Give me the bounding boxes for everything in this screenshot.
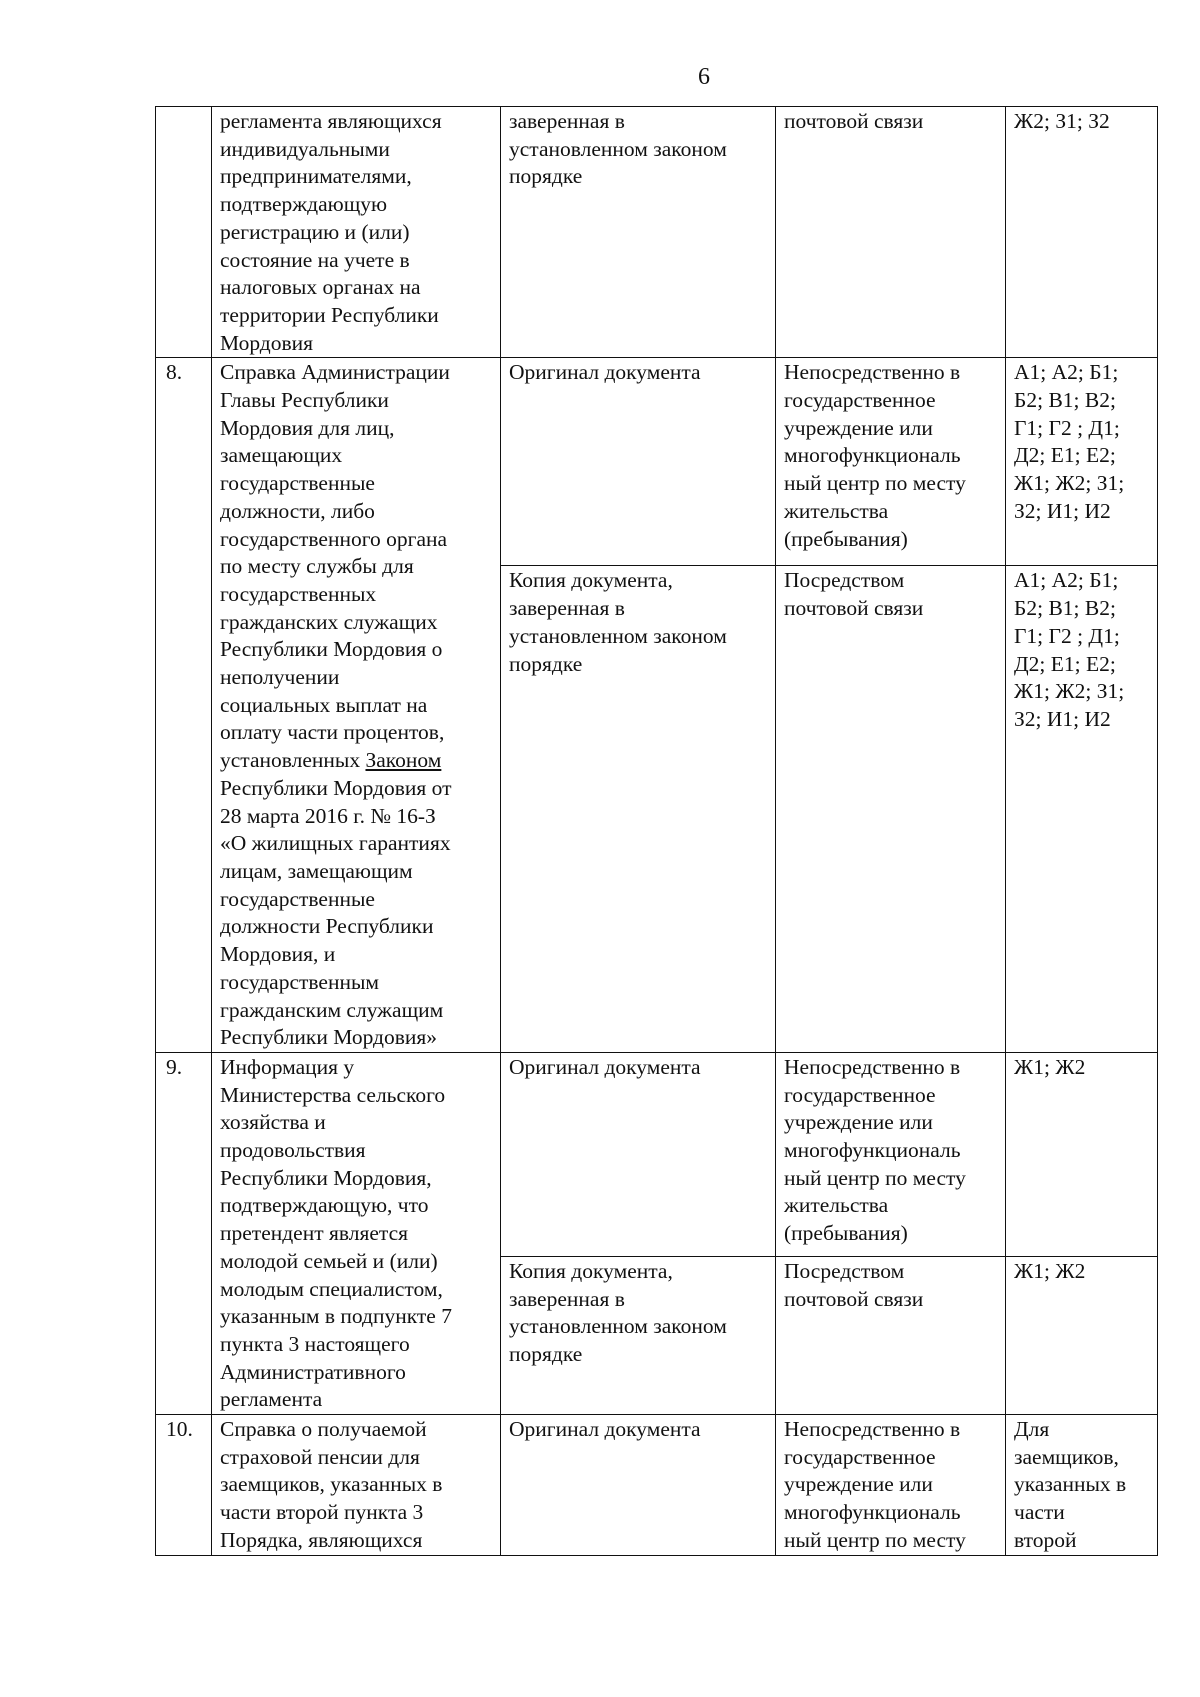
- applicant-categories-line: Б2; В1; В2;: [1014, 388, 1116, 413]
- applicant-categories-cell: [1006, 1052, 1158, 1256]
- document-name-line: претендент является: [220, 1221, 409, 1246]
- submission-method-cell: [776, 1256, 1006, 1414]
- document-form-cell: [501, 358, 776, 566]
- document-name-line: страховой пенсии для: [220, 1444, 420, 1469]
- applicant-categories-line: Г1; Г2 ; Д1;: [1014, 415, 1120, 440]
- document-name-line: должности Республики: [220, 914, 434, 939]
- document-name-line: неполучении: [220, 665, 340, 690]
- submission-method-cell: [776, 1415, 1006, 1556]
- document-form-line: заверенная в: [509, 596, 625, 621]
- submission-method-line: Непосредственно в: [784, 1417, 961, 1442]
- submission-method-line: Посредством: [784, 1258, 905, 1283]
- applicant-categories-line: заемщиков,: [1014, 1444, 1119, 1469]
- applicant-categories-line: Ж1; Ж2; З1;: [1014, 471, 1125, 496]
- document-name-line: Мордовия для лиц,: [220, 415, 395, 440]
- document-name-line: государственные: [220, 886, 375, 911]
- document-name-line: установленных Законом: [220, 748, 442, 773]
- document-name-line: Справка Администрации: [220, 360, 450, 385]
- row-number-cell: 10.: [156, 1415, 212, 1556]
- documents-table: [155, 106, 1158, 1556]
- document-form-cell: [501, 1256, 776, 1414]
- submission-method-line: многофункциональ: [784, 443, 961, 468]
- table-row: [156, 107, 1158, 358]
- document-form-line: установленном законом: [509, 623, 727, 648]
- document-name-cell: [212, 1052, 501, 1414]
- applicant-categories-cell: [1006, 566, 1158, 1052]
- document-name-line: должности, либо: [220, 498, 375, 523]
- document-form-line: порядке: [509, 1341, 583, 1366]
- submission-method-line: почтовой связи: [784, 1286, 924, 1311]
- document-name-line: Информация у: [220, 1054, 355, 1079]
- document-form-line: установленном законом: [509, 136, 727, 161]
- document-name-line: государственные: [220, 471, 375, 496]
- applicant-categories-line: З2; И1; И2: [1014, 498, 1111, 523]
- document-form-line: Оригинал документа: [509, 1417, 701, 1442]
- document-form-cell: [501, 1052, 776, 1256]
- document-name-line: государственного органа: [220, 526, 448, 551]
- document-form-line: заверенная в: [509, 1286, 625, 1311]
- table-row: [156, 358, 1158, 566]
- applicant-categories-line: Д2; Е1; Е2;: [1014, 651, 1116, 676]
- submission-method-line: Посредством: [784, 568, 905, 593]
- document-form-line: порядке: [509, 164, 583, 189]
- submission-method-cell: [776, 107, 1006, 358]
- document-form-line: установленном законом: [509, 1314, 727, 1339]
- document-form-line: заверенная в: [509, 109, 625, 133]
- applicant-categories-cell: [1006, 1415, 1158, 1556]
- applicant-categories-line: Ж1; Ж2: [1014, 1054, 1086, 1079]
- document-name-cell: [212, 358, 501, 1053]
- document-name-line: гражданских служащих: [220, 609, 438, 634]
- applicant-categories-cell: [1006, 107, 1158, 358]
- submission-method-line: учреждение или: [784, 415, 933, 440]
- document-name-line: территории Республики: [220, 302, 439, 327]
- document-name-line: государственных: [220, 581, 377, 606]
- row-number-cell: [156, 107, 212, 358]
- document-name-line: пункта 3 настоящего: [220, 1331, 410, 1356]
- document-name-line: социальных выплат на: [220, 692, 428, 717]
- applicant-categories-line: части: [1014, 1500, 1065, 1525]
- applicant-categories-line: Ж2; З1; З2: [1014, 109, 1110, 133]
- document-name-line: регламента являющихся: [220, 109, 442, 133]
- document-name-line: регламента: [220, 1387, 323, 1412]
- submission-method-line: Непосредственно в: [784, 360, 961, 385]
- document-name-line: молодым специалистом,: [220, 1276, 443, 1301]
- document-name-line: хозяйства и: [220, 1110, 326, 1135]
- applicant-categories-line: Для: [1014, 1417, 1050, 1442]
- applicant-categories-line: Б2; В1; В2;: [1014, 596, 1116, 621]
- submission-method-line: почтовой связи: [784, 109, 924, 133]
- document-name-line: Порядка, являющихся: [220, 1527, 423, 1552]
- document-name-line: указанным в подпункте 7: [220, 1304, 452, 1329]
- submission-method-line: ный центр по месту: [784, 1165, 966, 1190]
- document-name-line: Республики Мордовия от: [220, 775, 452, 800]
- applicant-categories-line: второй: [1014, 1527, 1077, 1552]
- applicant-categories-line: Ж1; Ж2: [1014, 1258, 1086, 1283]
- submission-method-line: государственное: [784, 1444, 936, 1469]
- submission-method-line: многофункциональ: [784, 1500, 961, 1525]
- row-number-cell: 8.: [156, 358, 212, 1053]
- document-form-cell: [501, 1415, 776, 1556]
- applicant-categories-line: Г1; Г2 ; Д1;: [1014, 623, 1120, 648]
- document-form-line: порядке: [509, 651, 583, 676]
- submission-method-line: жительства: [784, 1193, 889, 1218]
- document-form-line: Оригинал документа: [509, 1054, 701, 1079]
- document-name-line: подтверждающую: [220, 192, 388, 217]
- document-name-cell: [212, 107, 501, 358]
- document-name-line: Республики Мордовия»: [220, 1025, 438, 1050]
- document-name-line: государственным: [220, 969, 380, 994]
- document-form-cell: [501, 566, 776, 1052]
- submission-method-line: почтовой связи: [784, 596, 924, 621]
- document-name-line: лицам, замещающим: [220, 858, 413, 883]
- document-name-line: продовольствия: [220, 1138, 366, 1163]
- applicant-categories-line: Д2; Е1; Е2;: [1014, 443, 1116, 468]
- law-link[interactable]: Законом: [365, 748, 442, 773]
- submission-method-line: учреждение или: [784, 1472, 933, 1497]
- document-name-line: Мордовия: [220, 330, 314, 355]
- document-name-line: подтверждающую, что: [220, 1193, 429, 1218]
- document-name-line: Мордовия, и: [220, 942, 336, 967]
- submission-method-cell: [776, 358, 1006, 566]
- applicant-categories-line: З2; И1; И2: [1014, 706, 1111, 731]
- submission-method-cell: [776, 1052, 1006, 1256]
- document-name-line: налоговых органах на: [220, 275, 421, 300]
- document-name-line: состояние на учете в: [220, 247, 410, 272]
- document-name-line: 28 марта 2016 г. № 16-З: [220, 803, 436, 828]
- document-name-line: молодой семьей и (или): [220, 1248, 438, 1273]
- applicant-categories-cell: [1006, 358, 1158, 566]
- document-name-line: гражданским служащим: [220, 997, 444, 1022]
- document-form-line: Копия документа,: [509, 1258, 673, 1283]
- submission-method-line: Непосредственно в: [784, 1054, 961, 1079]
- submission-method-line: (пребывания): [784, 526, 908, 551]
- document-name-line: «О жилищных гарантиях: [220, 831, 451, 856]
- document-name-cell: [212, 1415, 501, 1556]
- document-name-line: Административного: [220, 1359, 406, 1384]
- table-row: [156, 1052, 1158, 1256]
- document-form-line: Оригинал документа: [509, 360, 701, 385]
- document-name-line: Республики Мордовия,: [220, 1165, 432, 1190]
- document-name-line: предпринимателями,: [220, 164, 412, 189]
- document-form-cell: [501, 107, 776, 358]
- document-form-line: Копия документа,: [509, 568, 673, 593]
- submission-method-cell: [776, 566, 1006, 1052]
- document-name-line: индивидуальными: [220, 136, 390, 161]
- submission-method-line: многофункциональ: [784, 1138, 961, 1163]
- document-name-line: Справка о получаемой: [220, 1417, 427, 1442]
- submission-method-line: (пребывания): [784, 1221, 908, 1246]
- applicant-categories-line: А1; А2; Б1;: [1014, 568, 1119, 593]
- document-name-line: по месту службы для: [220, 554, 414, 579]
- document-name-line: части второй пункта 3: [220, 1500, 424, 1525]
- row-number-cell: 9.: [156, 1052, 212, 1414]
- document-name-line: заемщиков, указанных в: [220, 1472, 443, 1497]
- applicant-categories-line: А1; А2; Б1;: [1014, 360, 1119, 385]
- document-name-line: замещающих: [220, 443, 343, 468]
- page-number: 6: [698, 64, 710, 90]
- applicant-categories-cell: [1006, 1256, 1158, 1414]
- document-name-line: оплату части процентов,: [220, 720, 445, 745]
- applicant-categories-line: указанных в: [1014, 1472, 1127, 1497]
- submission-method-line: ный центр по месту: [784, 1527, 966, 1552]
- submission-method-line: учреждение или: [784, 1110, 933, 1135]
- table-row: [156, 1415, 1158, 1556]
- submission-method-line: ный центр по месту: [784, 471, 966, 496]
- submission-method-line: государственное: [784, 388, 936, 413]
- document-name-line: Министерства сельского: [220, 1082, 446, 1107]
- document-name-line: Главы Республики: [220, 388, 389, 413]
- submission-method-line: государственное: [784, 1082, 936, 1107]
- document-name-line: Республики Мордовия о: [220, 637, 443, 662]
- document-name-line: регистрацию и (или): [220, 219, 410, 244]
- submission-method-line: жительства: [784, 498, 889, 523]
- applicant-categories-line: Ж1; Ж2; З1;: [1014, 679, 1125, 704]
